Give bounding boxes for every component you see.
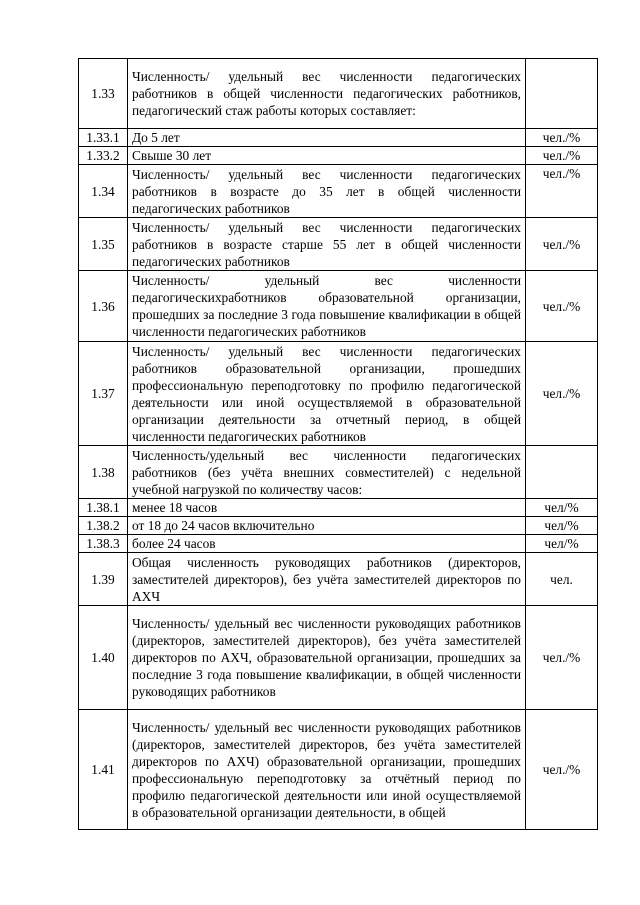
indicator-text: До 5 лет [128,129,526,147]
indicator-text: Численность/ удельный вес численности руководящих работников (директоров, заместителей директоров, без учёта заместителей директоров по АХЧ) образовательной организации, прошедших профессиональную переподготовку за отчётный период по профилю педагогической деятельности или иной осуществляемой в образовательной организации деятельности, в общей [128,710,526,830]
unit-cell: чел./% [526,218,598,271]
row-number: 1.34 [79,165,128,218]
row-number: 1.38.3 [79,535,128,553]
indicator-text: Численность/ удельный вес численности педагогических работников образовательной организации, прошедших профессиональную переподготовку по профилю педагогической деятельности или иной осуществляемой в образовательной организации деятельности за отчетный период, в общей численности педагогических работников [128,342,526,446]
table-row [79,342,598,446]
table-row [79,517,598,535]
unit-cell: чел. [526,553,598,606]
row-number: 1.36 [79,271,128,342]
unit-cell: чел/% [526,517,598,535]
indicator-text: Свыше 30 лет [128,147,526,165]
indicator-text: от 18 до 24 часов включительно [128,517,526,535]
table-row [79,710,598,830]
row-number: 1.33.2 [79,147,128,165]
unit-cell: чел/% [526,535,598,553]
unit-cell: чел./% [526,165,598,218]
table-row [79,606,598,710]
unit-cell: чел/% [526,499,598,517]
table-row [79,59,598,129]
table-row [79,446,598,499]
row-number: 1.35 [79,218,128,271]
table-row [79,271,598,342]
row-number: 1.39 [79,553,128,606]
indicators-table [78,58,598,830]
indicator-text: менее 18 часов [128,499,526,517]
unit-cell: чел./% [526,342,598,446]
row-number: 1.33.1 [79,129,128,147]
row-number: 1.40 [79,606,128,710]
indicator-text: Численность/удельный вес численности педагогических работников (без учёта внешних совместителей) с недельной учебной нагрузкой по количеству часов: [128,446,526,499]
unit-cell: чел./% [526,606,598,710]
row-number: 1.38.1 [79,499,128,517]
indicator-text: более 24 часов [128,535,526,553]
indicator-text: Общая численность руководящих работников (директоров, заместителей директоров), без учёта заместителей директоров по АХЧ [128,553,526,606]
unit-cell: чел./% [526,271,598,342]
row-number: 1.33 [79,59,128,129]
table-row [79,218,598,271]
row-number: 1.37 [79,342,128,446]
table-row [79,165,598,218]
indicator-text: Численность/ удельный вес численности педагогических работников в общей численности педагогических работников, педагогический стаж работы которых составляет: [128,59,526,129]
indicator-text: Численность/ удельный вес численности руководящих работников (директоров, заместителей директоров), без учёта заместителей директоров по АХЧ, образовательной организации, прошедших за последние 3 года повышение квалификации, в общей численности руководящих работников [128,606,526,710]
row-number: 1.38.2 [79,517,128,535]
indicator-text: Численность/ удельный вес численности педагогических работников в возрасте до 35 лет в общей численности педагогических работников [128,165,526,218]
row-number: 1.41 [79,710,128,830]
table-row [79,129,598,147]
table-row [79,147,598,165]
table-row [79,553,598,606]
unit-cell: чел./% [526,710,598,830]
table-row [79,535,598,553]
table-row [79,499,598,517]
row-number: 1.38 [79,446,128,499]
indicator-text: Численность/ удельный вес численности педагогическихработников образовательной организации, прошедших за последние 3 года повышение квалификации в общей численности педагогических работников [128,271,526,342]
indicator-text: Численность/ удельный вес численности педагогических работников в возрасте старше 55 лет в общей численности педагогических работников [128,218,526,271]
unit-cell [526,59,598,129]
unit-cell: чел./% [526,129,598,147]
unit-cell [526,446,598,499]
unit-cell: чел./% [526,147,598,165]
